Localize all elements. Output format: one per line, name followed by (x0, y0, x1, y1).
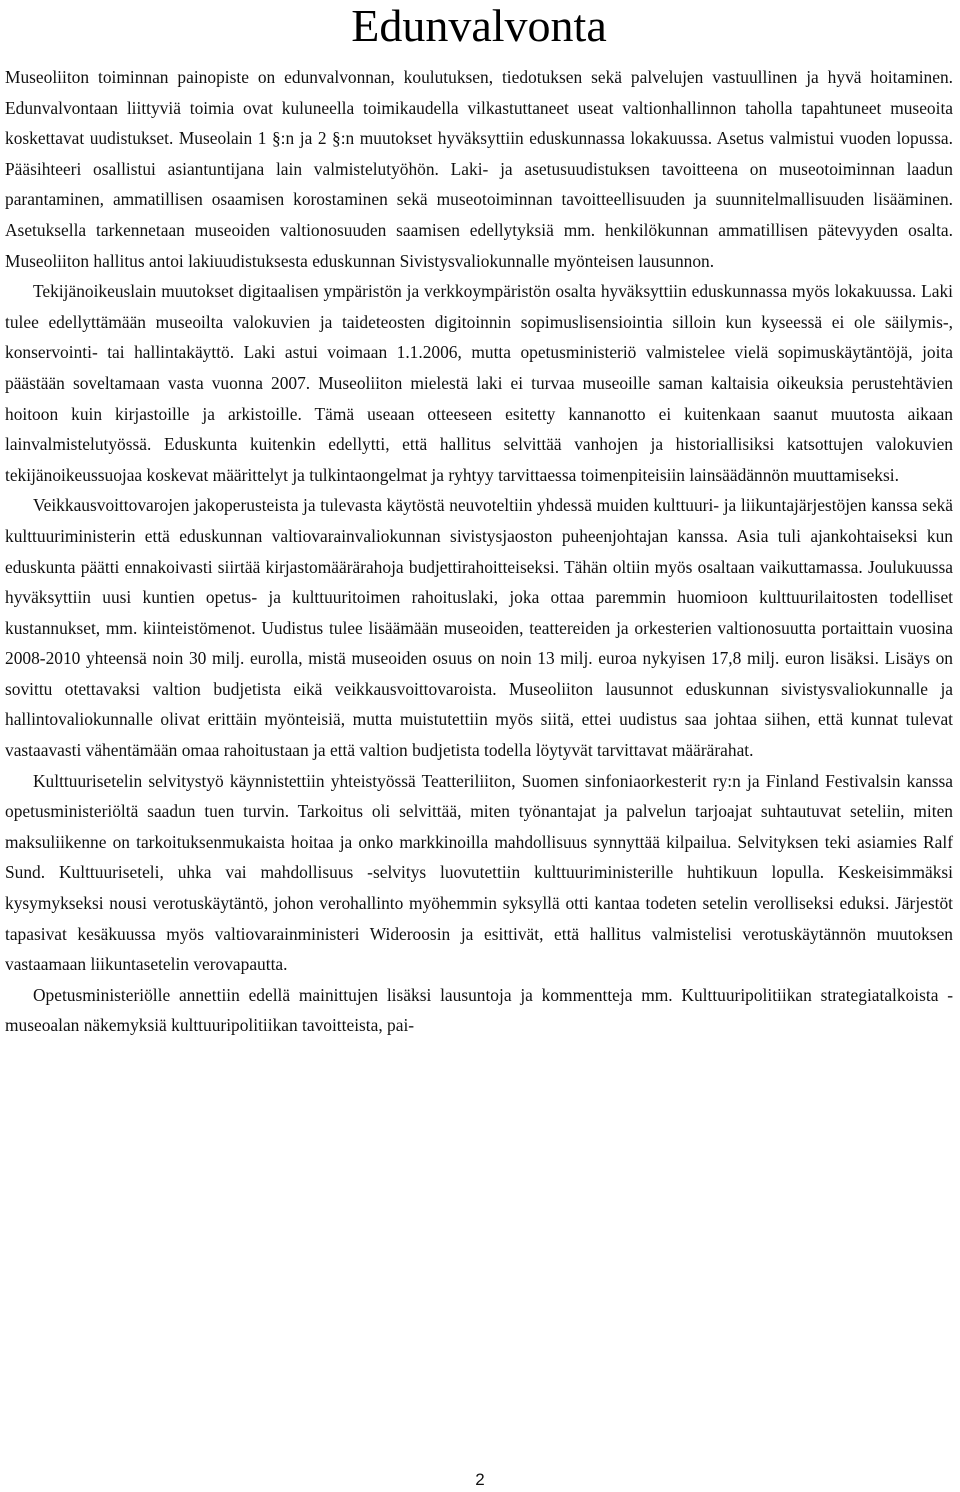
paragraph-5: Opetusministeriölle annettiin edellä mainittujen lisäksi lausuntoja ja kommentteja mm. Kulttuuripolitiikan strategiatalkoista - museoalan näkemyksiä kulttuuripolitiikan tavoitteista, pai- (5, 984, 953, 1036)
paragraph-3: Veikkausvoittovarojen jakoperusteista ja tulevasta käytöstä neuvoteltiin yhdessä muiden kulttuuri- ja liikuntajärjestöjen kanssa sekä kulttuuriministerin että eduskunnan valtiovarainvaliokunnan sivistysjaoston puheenjohtajan kanssa. Asia tuli ajankohtaiseksi kun eduskunta päätti ennakoivasti siirtää kirjastomäärärahoja budjettirahoitteiseksi. Tähän oltiin myös osaltaan vaikuttamassa. Joulukuussa hyväksyttiin uusi kuntien opetus- ja kulttuuritoimen rahoituslaki, joka ottaa paremmin huomioon kulttuurilaitosten todelliset kustannukset, mm. kiinteistömenot. Uudistus tulee lisäämään museoiden, teattereiden ja orkesterien valtionosuutta portaittain vuosina 2008-2010 yhteensä noin 30 milj. eurolla, mistä museoiden osuus on noin 13 milj. euroa nykyisen 17,8 milj. euron lisäksi. Lisäys on sovittu otettavaksi valtion budjetista eikä veikkausvoittovaroista. Museoliiton lausunnot eduskunnan sivistysvaliokunnalle ja hallintovaliokunnalle olivat erittäin myönteisiä, mutta muistutettiin myös siitä, ettei uudistus saa johtaa siihen, että kunnat tulevat vastaavasti vähentämään omaa rahoitustaan ja että valtion budjetista todella löytyvät tarvittavat määrärahat. (5, 495, 953, 761)
body-text (5, 62, 953, 1041)
page-number: 2 (475, 1470, 485, 1489)
page-title: Edunvalvonta (351, 0, 607, 51)
paragraph-2: Tekijänoikeuslain muutokset digitaalisen ympäristön ja verkkoympäristön osalta hyväksyttiin eduskunnassa myös lokakuussa. Laki tulee edellyttämään museoilta valokuvien ja taideteosten digitoinnin sopimuslisensiointia silloin kun kyseessä ei ole säilymis-, konservointi- tai hallintakäyttö. Laki astui voimaan 1.1.2006, mutta opetusministeriö valmistelee vielä sopimuskäytäntöjä, joita päästään soveltamaan vasta vuonna 2007. Museoliiton mielestä laki ei turvaa museoille saman kaltaisia oikeuksia perustehtävien hoitoon kuin kirjastoille ja arkistoille. Tämä useaan otteeseen esitetty kannanotto ei kuitenkaan saanut muutosta aikaan lainvalmistelutyössä. Eduskunta kuitenkin edellytti, että hallitus selvittää vanhojen ja historiallisiksi katsottujen valokuvien tekijänoikeussuojaa koskevat määrittelyt ja tulkintaongelmat ja ryhtyy tarvittaessa toimenpiteisiin lainsäädännön muuttamiseksi. (5, 281, 953, 485)
paragraph-1: Museoliiton toiminnan painopiste on edunvalvonnan, koulutuksen, tiedotuksen sekä palvelujen vastuullinen ja hyvä hoitaminen. Edunvalvontaan liittyviä toimia ovat kuluneella toimikaudella vilkastuttaneet useat valtionhallinnon taholla tapahtuneet museoita koskettavat uudistukset. Museolain 1 §:n ja 2 §:n muutokset hyväksyttiin eduskunnassa lokakuussa. Asetus valmistui vuoden lopussa. Pääsihteeri osallistui asiantuntijana lain valmistelutyöhön. Laki- ja asetusuudistuksen tavoitteena on museotoiminnan laadun parantaminen, ammatillisen osaamisen korostaminen sekä museotoiminnan tavoitteellisuuden ja suunnitelmallisuuden lisääminen. Asetuksella tarkennetaan museoiden valtionosuuden saamisen edellytyksiä mm. henkilökunnan ammatillisen pätevyyden osalta. Museoliiton hallitus antoi lakiuudistuksesta eduskunnan Sivistysvaliokunnalle myönteisen lausunnon. (5, 67, 953, 271)
paragraph-4: Kulttuurisetelin selvitystyö käynnistettiin yhteistyössä Teatteriliiton, Suomen sinfoniaorkesterit ry:n ja Finland Festivalsin kanssa opetusministeriöltä saadun tuen turvin. Tarkoitus oli selvittää, miten työnantajat ja palvelun tarjoajat suhtautuvat seteliin, miten maksuliikenne on tarkoituksenmukaista hoitaa ja onko markkinoilla mahdollisuus synnyttää kilpailua. Selvityksen teki asiamies Ralf Sund. Kulttuuriseteli, uhka vai mahdollisuus -selvitys luovutettiin kulttuuriministerille huhtikuun lopulla. Keskeisimmäksi kysymykseksi nousi verotuskäytäntö, johon verohallinto myöhemmin syksyllä otti kantaa todeten setelin verolliseksi eduksi. Järjestöt tapasivat kesäkuussa myös valtiovarainministeri Wideroosin ja esittivät, että hallitus valmistelisi verotuskäytännön muutoksen vastaamaan liikuntasetelin verovapautta. (5, 770, 953, 975)
document-page (5, 0, 953, 1041)
